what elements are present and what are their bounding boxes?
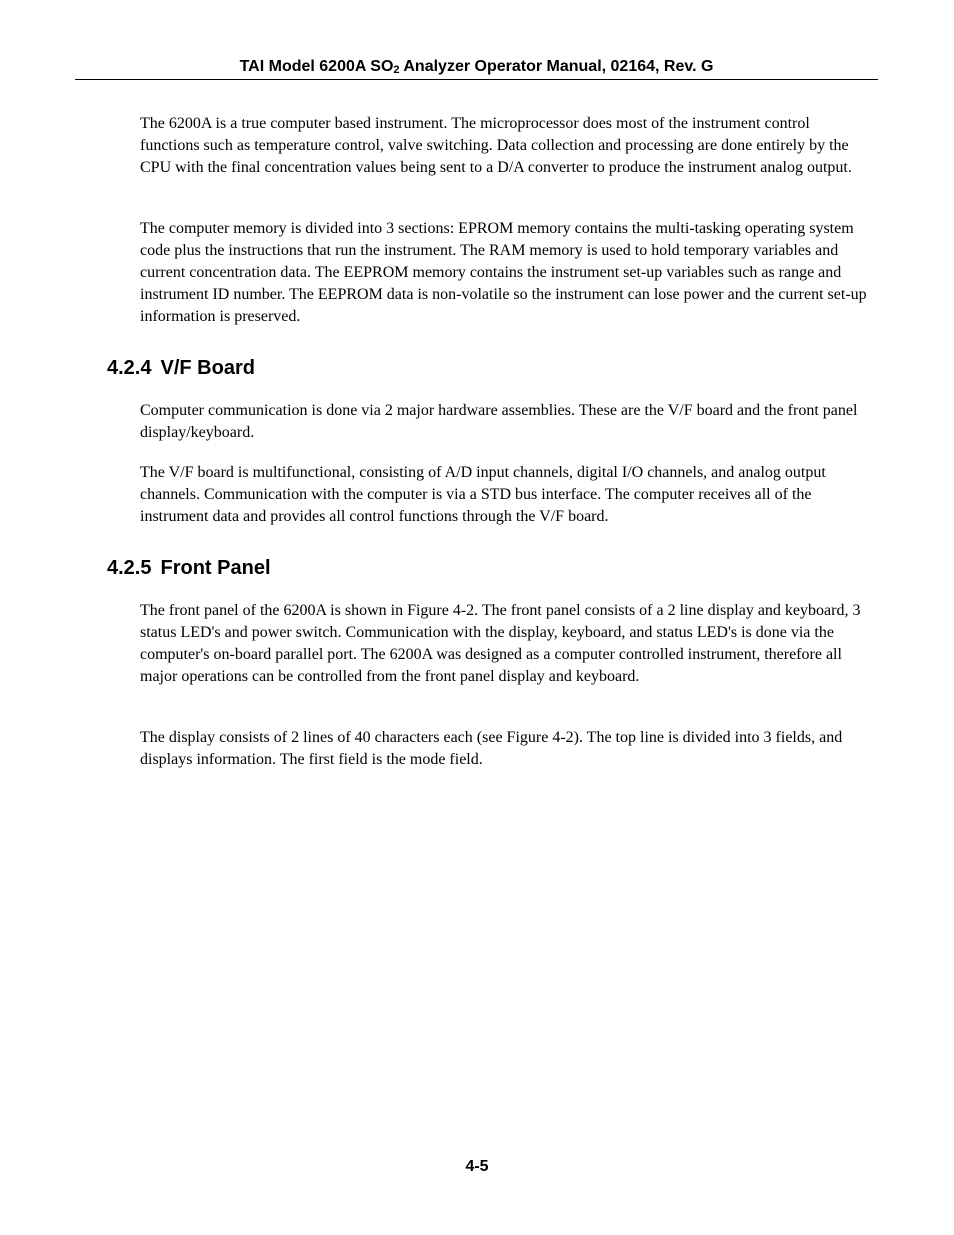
page-header [75,57,878,77]
page-number: 4-5 [465,1158,489,1175]
header-title-pre: TAI Model 6200A SO [239,58,394,75]
header-title-post: Analyzer Operator Manual, 02164, Rev. G [399,58,714,75]
section-heading-front-panel [107,556,271,580]
paragraph-memory: The computer memory is divided into 3 sections: EPROM memory contains the multi-tasking operating system code plus the instructions that run the instrument. The RAM memory is used to hold temporary variables and current concentration data. The EEPROM memory contains the instrument set-up variables such as range and instrument ID number. The EEPROM data is non-volatile so the instrument can lose power and the current set-up information is preserved. [140,220,867,325]
paragraph-front-panel: The front panel of the 6200A is shown in Figure 4-2. The front panel consists of a 2 line display and keyboard, 3 status LED's and power switch. Communication with the display, keyboard, and status LED's is done via the computer's on-board parallel port. The 6200A was designed as a computer controlled instrument, therefore all major operations can be controlled from the front panel display and keyboard. [140,602,861,685]
section-title: V/F Board [160,357,255,379]
paragraph-display: The display consists of 2 lines of 40 characters each (see Figure 4-2). The top line is divided into 3 fields, and displays information. The first field is the mode field. [140,729,843,768]
section-number: 4.2.4 [107,357,152,379]
section-title: Front Panel [160,557,271,579]
header-rule [75,79,878,80]
header-title-subscript: 2 [393,64,400,76]
section-heading-vf-board [107,356,255,380]
paragraph-cpu-overview: The 6200A is a true computer based instrument. The microprocessor does most of the instrument control functions such as temperature control, valve switching. Data collection and processing are done entirely by the CPU with the final concentration values being sent to a D/A converter to produce the instrument analog output. [140,115,852,176]
section-number: 4.2.5 [107,557,152,579]
paragraph-communication: Computer communication is done via 2 major hardware assemblies. These are the V/F board and the front panel display/keyboard. [140,402,858,441]
paragraph-vf-board: The V/F board is multifunctional, consisting of A/D input channels, digital I/O channels, and analog output channels. Communication with the computer is via a STD bus interface. The computer receives all of the instrument data and provides all control functions through the V/F board. [140,464,826,525]
